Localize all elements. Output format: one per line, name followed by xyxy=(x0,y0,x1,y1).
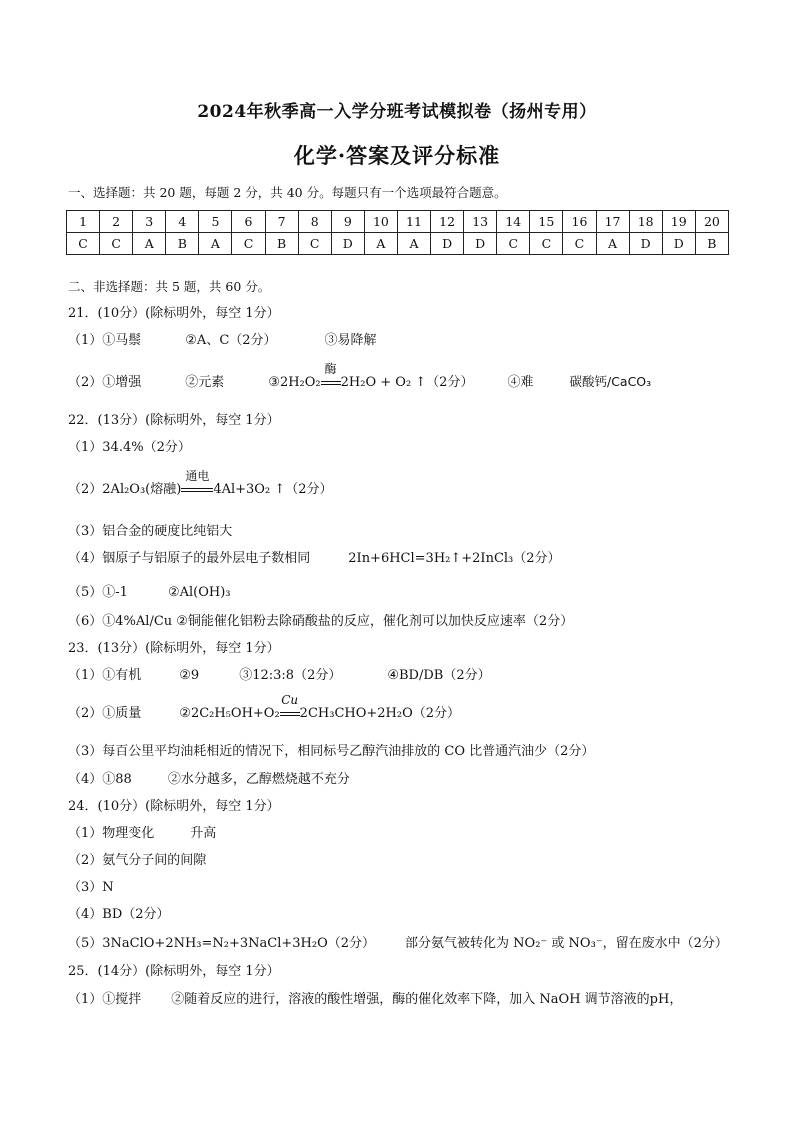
q23-2-b: ② xyxy=(179,706,191,721)
q24-line3: （3）N xyxy=(68,880,114,895)
q24-1-b: 升高 xyxy=(190,826,217,841)
answer-cell: D xyxy=(629,233,662,255)
answer-cell: A xyxy=(397,233,430,255)
q22-2-eq-left: 2Al₂O₃(熔融) xyxy=(102,482,182,497)
question-number-cell: 8 xyxy=(298,211,331,233)
answer-cell: A xyxy=(596,233,629,255)
q23-1-a: （1）①有机 xyxy=(68,668,142,683)
q23-line1 xyxy=(68,667,491,685)
q22-4-a: （4）铟原子与铝原子的最外层电子数相同 xyxy=(68,551,311,566)
q22-line3: （3）铝合金的硬度比纯铝大 xyxy=(68,524,233,539)
q21-2-eq-right: 2H₂O + O₂ ↑（2分） xyxy=(340,375,474,390)
question-number-cell: 13 xyxy=(464,211,497,233)
q23-2-a: （2）①质量 xyxy=(68,706,142,721)
q22-line4 xyxy=(68,550,561,568)
q21-2-d: ④难 xyxy=(507,375,534,390)
answer-cell: C xyxy=(530,233,563,255)
q21-header: 21．(10分）(除标明外，每空 1分） xyxy=(68,306,280,321)
q21-1-c: ③易降解 xyxy=(324,333,377,348)
q24-header: 24．(10分）(除标明外，每空 1分） xyxy=(68,799,280,814)
answer-table xyxy=(66,210,729,255)
question-number-cell: 2 xyxy=(100,211,133,233)
answer-cell: C xyxy=(497,233,530,255)
q21-2-b: ②元素 xyxy=(185,375,225,390)
answer-cell: B xyxy=(695,233,728,255)
section1-heading: 一、选择题：共 20 题，每题 2 分，共 40 分。每题只有一个选项最符合题意。 xyxy=(68,185,507,200)
q24-5-b: 部分氨气被转化为 NO₂⁻ 或 NO₃⁻，留在废水中（2分） xyxy=(405,936,728,951)
question-number-cell: 1 xyxy=(67,211,100,233)
answer-cell: A xyxy=(133,233,166,255)
question-number-cell: 12 xyxy=(431,211,464,233)
q23-line2 xyxy=(68,693,461,723)
question-number-cell: 17 xyxy=(596,211,629,233)
question-number-cell: 18 xyxy=(629,211,662,233)
q22-line5 xyxy=(68,584,231,602)
q21-line1 xyxy=(68,332,377,350)
q23-line3: （3）每百公里平均油耗相近的情况下，相同标号乙醇汽油排放的 CO 比普通汽油少（2分） xyxy=(68,744,595,759)
answer-cell: B xyxy=(166,233,199,255)
q21-line2 xyxy=(68,362,652,392)
q23-line4 xyxy=(68,771,350,789)
q23-4-b: ②水分越多，乙醇燃烧越不充分 xyxy=(167,772,350,787)
question-number-cell: 7 xyxy=(265,211,298,233)
q21-1-b: ②A、C（2分） xyxy=(185,333,277,348)
q21-2-eq-sign xyxy=(321,362,341,392)
q21-1-a: （1）①马鬃 xyxy=(68,333,142,348)
answer-cell: C xyxy=(298,233,331,255)
q21-2-e: 碳酸钙/CaCO₃ xyxy=(569,374,652,389)
q22-4-b: 2In+6HCl=3H₂↑+2InCl₃（2分） xyxy=(348,551,561,566)
q24-line1 xyxy=(68,825,216,843)
q23-2-eq-condition: Cu xyxy=(281,693,299,707)
q24-5-a: （5）3NaClO+2NH₃=N₂+3NaCl+3H₂O（2分） xyxy=(68,936,376,951)
question-number-cell: 6 xyxy=(232,211,265,233)
answer-cell: D xyxy=(662,233,695,255)
question-number-cell: 14 xyxy=(497,211,530,233)
question-number-cell: 4 xyxy=(166,211,199,233)
q22-line2 xyxy=(68,469,333,499)
q24-line2: （2）氨气分子间的间隙 xyxy=(68,853,207,868)
exam-title: 2024年秋季高一入学分班考试模拟卷（扬州专用） xyxy=(197,102,597,122)
q22-header: 22．(13分）(除标明外，每空 1分） xyxy=(68,413,280,428)
q22-5-a: （5）①-1 xyxy=(68,585,128,600)
q25-header: 25．(14分）(除标明外，每空 1分） xyxy=(68,964,280,979)
answer-table-answer-row xyxy=(67,233,729,255)
question-number-cell: 9 xyxy=(331,211,364,233)
question-number-cell: 10 xyxy=(364,211,397,233)
q23-1-d: ④BD/DB（2分） xyxy=(387,668,491,683)
q22-2-eq-condition: 通电 xyxy=(185,469,210,483)
q23-2-eq-left: 2C₂H₅OH+O₂ xyxy=(190,706,280,721)
q22-line1: （1）34.4%（2分） xyxy=(68,440,191,455)
q25-1-b: ②随着反应的进行，溶液的酸性增强，酶的催化效率下降，加入 NaOH 调节溶液的pH， xyxy=(171,992,683,1007)
answer-cell: B xyxy=(265,233,298,255)
q23-4-a: （4）①88 xyxy=(68,772,132,787)
q23-1-b: ②9 xyxy=(179,668,200,683)
q21-2-eq-left: 2H₂O₂ xyxy=(279,375,321,390)
answer-cell: D xyxy=(464,233,497,255)
q23-1-c: ③12:3:8（2分） xyxy=(239,668,342,683)
exam-subtitle: 化学·答案及评分标准 xyxy=(293,143,501,168)
q22-2-a: （2） xyxy=(68,482,103,497)
question-number-cell: 5 xyxy=(199,211,232,233)
q21-2-eq-condition: 酶 xyxy=(324,362,337,376)
q21-2-a: （2）①增强 xyxy=(68,375,142,390)
q22-5-b: ②Al(OH)₃ xyxy=(167,585,231,600)
answer-cell: A xyxy=(364,233,397,255)
q24-1-a: （1）物理变化 xyxy=(68,826,155,841)
question-number-cell: 11 xyxy=(397,211,430,233)
q23-2-eq-right: 2CH₃CHO+2H₂O（2分） xyxy=(299,706,461,721)
section2-heading: 二、非选择题：共 5 题，共 60 分。 xyxy=(68,279,271,294)
question-number-cell: 20 xyxy=(695,211,728,233)
question-number-cell: 15 xyxy=(530,211,563,233)
answer-cell: C xyxy=(67,233,100,255)
answer-cell: C xyxy=(232,233,265,255)
question-number-cell: 3 xyxy=(133,211,166,233)
q21-2-c: ③ xyxy=(268,375,280,390)
answer-table-number-row xyxy=(67,211,729,233)
answer-cell: D xyxy=(431,233,464,255)
q25-line1 xyxy=(68,991,682,1009)
q23-2-eq-sign xyxy=(280,693,300,723)
q24-line4: （4）BD（2分） xyxy=(68,907,170,922)
q22-2-eq-sign xyxy=(181,469,213,499)
answer-cell: C xyxy=(563,233,596,255)
question-number-cell: 16 xyxy=(563,211,596,233)
q24-line5 xyxy=(68,935,728,953)
q22-2-eq-right: 4Al+3O₂ ↑（2分） xyxy=(213,482,333,497)
question-number-cell: 19 xyxy=(662,211,695,233)
answer-cell: C xyxy=(100,233,133,255)
q23-header: 23．(13分）(除标明外，每空 1分） xyxy=(68,641,280,656)
q25-1-a: （1）①搅拌 xyxy=(68,992,142,1007)
answer-cell: D xyxy=(331,233,364,255)
q22-line6: （6）①4%Al/Cu ②铜能催化铝粉去除硝酸盐的反应，催化剂可以加快反应速率（2分） xyxy=(68,614,574,629)
answer-cell: A xyxy=(199,233,232,255)
